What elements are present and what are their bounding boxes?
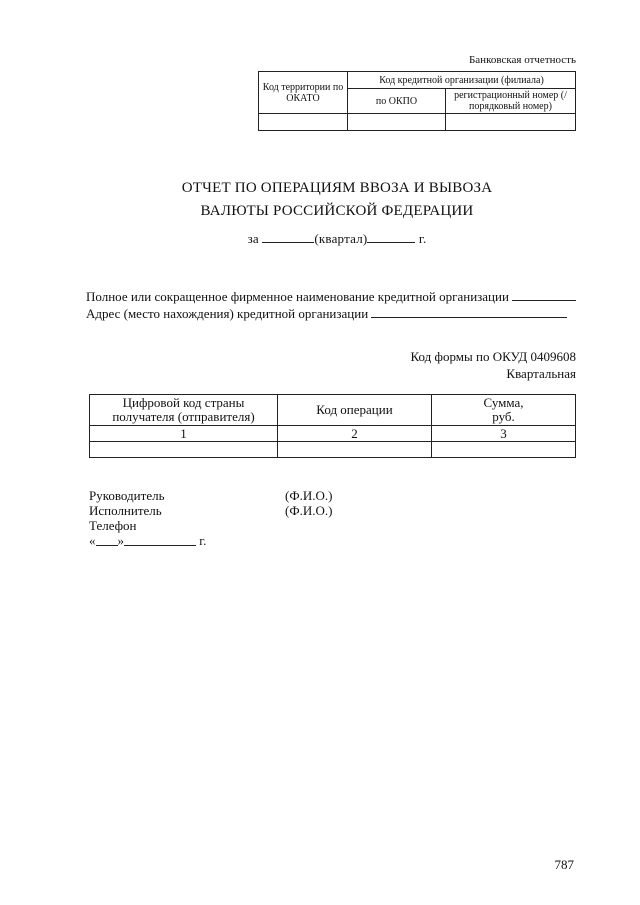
quarter-blank[interactable] xyxy=(262,230,314,243)
report-title-line-2: ВАЛЮТЫ РОССИЙСКОЙ ФЕДЕРАЦИИ xyxy=(200,203,474,219)
page-number: 787 xyxy=(554,857,574,872)
operations-table xyxy=(89,394,576,458)
credit-org-code-header: Код кредитной организации (филиала) xyxy=(348,72,576,89)
column-number-1: 1 xyxy=(90,426,278,442)
executor-label: Исполнитель xyxy=(89,503,162,518)
org-address-label: Адрес (место нахождения) кредитной организации xyxy=(86,306,369,321)
report-period-line xyxy=(0,230,640,247)
form-code-block xyxy=(411,348,576,382)
signature-block xyxy=(89,488,332,548)
date-year-suffix: г. xyxy=(199,533,207,548)
phone-label: Телефон xyxy=(89,518,137,533)
date-open-quote: « xyxy=(89,533,96,548)
month-blank[interactable] xyxy=(124,533,196,546)
territory-code-cell[interactable] xyxy=(259,114,348,131)
date-row xyxy=(89,533,332,548)
head-signature-row xyxy=(89,488,332,503)
country-code-cell[interactable] xyxy=(90,442,278,458)
report-type-label: Банковская отчетность xyxy=(468,54,576,66)
table-row xyxy=(90,442,576,458)
head-fio-label: (Ф.И.О.) xyxy=(285,488,333,503)
territory-code-header: Код территории по ОКАТО xyxy=(259,72,348,114)
country-code-header: Цифровой код страны получателя (отправителя) xyxy=(90,395,278,426)
amount-cell[interactable] xyxy=(432,442,576,458)
date-close-quote: » xyxy=(117,533,124,548)
okud-code: Код формы по ОКУД 0409608 xyxy=(410,349,576,364)
org-address-blank[interactable] xyxy=(371,305,567,318)
org-address-line xyxy=(86,305,567,322)
day-blank[interactable] xyxy=(96,533,118,546)
reg-number-header: регистрационный номер (/порядковый номер) xyxy=(446,89,576,114)
column-number-2: 2 xyxy=(278,426,432,442)
okpo-cell[interactable] xyxy=(348,114,446,131)
executor-signature-row xyxy=(89,503,332,518)
year-suffix: г. xyxy=(418,231,427,246)
periodicity-label: Квартальная xyxy=(506,366,576,381)
quarter-label: (квартал) xyxy=(314,231,368,246)
operation-code-header: Код операции xyxy=(278,395,432,426)
table-header-row xyxy=(90,395,576,426)
organization-code-table xyxy=(258,71,576,131)
executor-fio-label: (Ф.И.О.) xyxy=(285,503,333,518)
report-title-line-1: ОТЧЕТ ПО ОПЕРАЦИЯМ ВВОЗА И ВЫВОЗА xyxy=(181,180,493,196)
org-name-label: Полное или сокращенное фирменное наименование кредитной организации xyxy=(86,289,509,304)
year-blank[interactable] xyxy=(367,230,415,243)
amount-header: Сумма, руб. xyxy=(432,395,576,426)
org-name-line xyxy=(86,288,576,305)
column-number-row xyxy=(90,426,576,442)
head-label: Руководитель xyxy=(89,488,165,503)
period-prefix: за xyxy=(247,231,259,246)
phone-row xyxy=(89,518,332,533)
org-name-blank[interactable] xyxy=(512,288,576,301)
reg-number-cell[interactable] xyxy=(446,114,576,131)
operation-code-cell[interactable] xyxy=(278,442,432,458)
column-number-3: 3 xyxy=(432,426,576,442)
okpo-header: по ОКПО xyxy=(348,89,446,114)
